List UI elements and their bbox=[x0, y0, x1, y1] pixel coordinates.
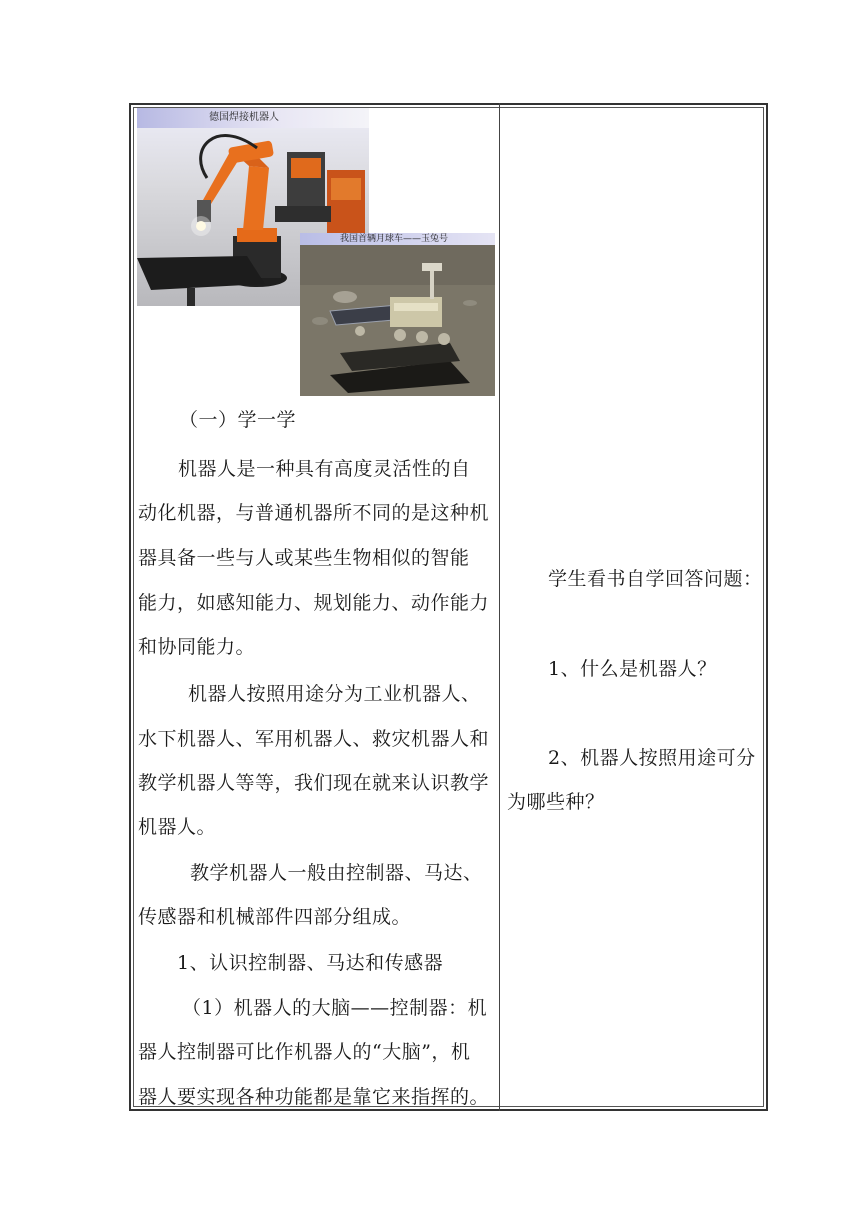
body-line: 器人控制器可比作机器人的“大脑”，机 bbox=[138, 1041, 471, 1063]
body-line: 传感器和机械部件四部分组成。 bbox=[138, 906, 412, 928]
body-line: 机器人。 bbox=[138, 816, 217, 838]
body-line: （1）机器人的大脑——控制器：机 bbox=[182, 997, 488, 1019]
lunar-rover-illustration bbox=[300, 233, 495, 396]
body-line: 机器人是一种具有高度灵活性的自 bbox=[178, 458, 471, 480]
body-line: 水下机器人、军用机器人、救灾机器人和 bbox=[138, 728, 490, 750]
lunar-rover-caption: 我国首辆月球车——玉兔号 bbox=[300, 233, 495, 245]
lunar-rover-image bbox=[300, 233, 495, 396]
section-heading: （一）学一学 bbox=[179, 409, 297, 431]
body-line: 器具备一些与人或某些生物相似的智能 bbox=[138, 547, 470, 569]
body-line: 动化机器，与普通机器所不同的是这种机 bbox=[138, 502, 490, 524]
body-line: 1、认识控制器、马达和传感器 bbox=[177, 952, 444, 974]
welding-robot-caption: 德国焊接机器人 bbox=[137, 108, 369, 128]
student-task-intro: 学生看书自学回答问题： bbox=[548, 568, 763, 590]
body-line: 能力，如感知能力、规划能力、动作能力 bbox=[138, 592, 490, 614]
question-1: 1、什么是机器人？ bbox=[548, 658, 717, 680]
column-divider bbox=[499, 103, 500, 1111]
question-2-continued: 为哪些种？ bbox=[507, 791, 605, 813]
body-line: 器人要实现各种功能都是靠它来指挥的。 bbox=[138, 1086, 490, 1108]
body-line: 和协同能力。 bbox=[138, 636, 256, 658]
body-line: 教学机器人等等，我们现在就来认识教学 bbox=[138, 772, 490, 794]
body-line: 教学机器人一般由控制器、马达、 bbox=[190, 862, 483, 884]
body-line: 机器人按照用途分为工业机器人、 bbox=[188, 683, 481, 705]
question-2: 2、机器人按照用途可分 bbox=[548, 747, 756, 769]
